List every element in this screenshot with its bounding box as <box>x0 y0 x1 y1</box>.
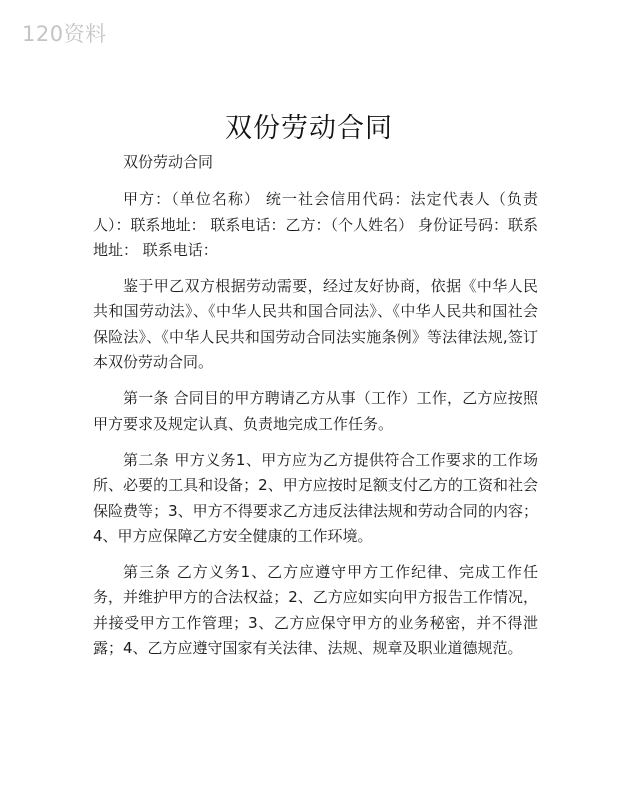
document-subtitle: 双份劳动合同 <box>123 153 214 171</box>
document-title: 双份劳动合同 <box>225 113 393 144</box>
preamble-paragraph: 鉴于甲乙双方根据劳动需要，经过友好协商，依据《中华人民共和国劳动法》、《中华人民共和国合同法》、《中华人民共和国社会保险法》、《中华人民共和国劳动合同法实施条例》等法律法规,签订本双份劳动合同。 <box>93 277 538 372</box>
article-3-paragraph: 第三条 乙方义务1、乙方应遵守甲方工作纪律、完成工作任务，并维护甲方的合法权益；2、乙方应如实向甲方报告工作情况，并接受甲方工作管理；3、乙方应保守甲方的业务秘密，并不得泄露；4、乙方应遵守国家有关法律、法规、规章及职业道德规范。 <box>93 563 538 658</box>
document-body <box>93 150 538 672</box>
parties-paragraph: 甲方：（单位名称） 统一社会信用代码：法定代表人（负责人）：联系地址： 联系电话：乙方：（个人姓名） 身份证号码：联系地址： 联系电话： <box>93 190 538 259</box>
watermark-text: 120资料 <box>22 22 107 46</box>
article-2-paragraph: 第二条 甲方义务1、甲方应为乙方提供符合工作要求的工作场所、必要的工具和设备；2、甲方应按时足额支付乙方的工资和社会保险费等；3、甲方不得要求乙方违反法律法规和劳动合同的内容；4、甲方应保障乙方安全健康的工作环境。 <box>93 450 538 545</box>
article-1-paragraph: 第一条 合同目的甲方聘请乙方从事（工作）工作，乙方应按照甲方要求及规定认真、负责地完成工作任务。 <box>93 389 538 433</box>
